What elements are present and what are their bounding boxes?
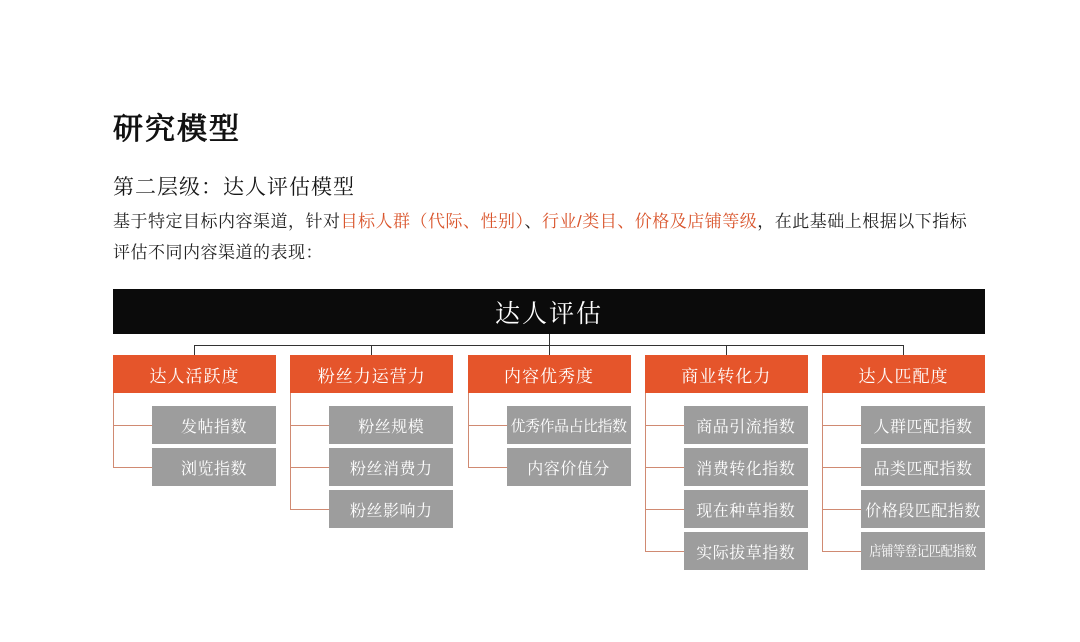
- metric-node: 品类匹配指数: [861, 448, 985, 486]
- category-columns: [113, 355, 985, 570]
- metric-node: 内容价值分: [507, 448, 631, 486]
- metric-node: 发帖指数: [152, 406, 276, 444]
- branch-line: [290, 393, 291, 509]
- paragraph-separator: 、: [524, 212, 542, 231]
- metric-list: [290, 393, 453, 528]
- tree-connectors: [113, 334, 985, 355]
- category-header: 内容优秀度: [468, 355, 631, 393]
- branch-line: [645, 393, 646, 551]
- column-talent-activity: [113, 355, 276, 570]
- evaluation-model-diagram: [113, 289, 985, 570]
- column3-stub-line: [549, 345, 550, 355]
- category-header: 达人活跃度: [113, 355, 276, 393]
- branch-line: [113, 393, 114, 467]
- metric-node: 现在种草指数: [684, 490, 808, 528]
- column1-stub-line: [194, 345, 195, 355]
- category-header: 达人匹配度: [822, 355, 985, 393]
- paragraph-highlight-category-price: 行业/类目、价格及店铺等级: [542, 212, 758, 231]
- metric-node: 店铺等登记匹配指数: [861, 532, 985, 570]
- metric-node: 粉丝消费力: [329, 448, 453, 486]
- metric-list: [645, 393, 808, 570]
- column-commercial-conversion: [645, 355, 808, 570]
- metric-node: 消费转化指数: [684, 448, 808, 486]
- section-subtitle: 第二层级：达人评估模型: [113, 176, 355, 199]
- metric-list: [822, 393, 985, 570]
- root-node-label: 达人评估: [494, 299, 603, 328]
- column-content-quality: [468, 355, 631, 570]
- metric-node: 实际拔草指数: [684, 532, 808, 570]
- metric-node: 优秀作品占比指数: [507, 406, 631, 444]
- branch-line: [822, 393, 823, 551]
- branch-line: [468, 393, 469, 467]
- paragraph-line2: 评估不同内容渠道的表现：: [113, 243, 323, 262]
- metric-node: 浏览指数: [152, 448, 276, 486]
- paragraph-text: 基于特定目标内容渠道，针对: [113, 212, 341, 231]
- metric-node: 粉丝规模: [329, 406, 453, 444]
- root-node: [113, 289, 985, 334]
- page-title: 研究模型: [113, 113, 241, 146]
- column-talent-matching: [822, 355, 985, 570]
- metric-node: 粉丝影响力: [329, 490, 453, 528]
- category-header: 粉丝力运营力: [290, 355, 453, 393]
- metric-list: [113, 393, 276, 486]
- column-fan-operation: [290, 355, 453, 570]
- metric-node: 人群匹配指数: [861, 406, 985, 444]
- column4-stub-line: [726, 345, 727, 355]
- category-header: 商业转化力: [645, 355, 808, 393]
- paragraph-highlight-audience: 目标人群（代际、性别）: [340, 212, 525, 231]
- column2-stub-line: [371, 345, 372, 355]
- metric-list: [468, 393, 631, 486]
- metric-node: 商品引流指数: [684, 406, 808, 444]
- column5-stub-line: [903, 345, 904, 355]
- metric-node: 价格段匹配指数: [861, 490, 985, 528]
- root-stub-line: [549, 334, 550, 345]
- intro-paragraph: [113, 206, 993, 268]
- paragraph-text-tail: ，在此基础上根据以下指标: [757, 212, 968, 231]
